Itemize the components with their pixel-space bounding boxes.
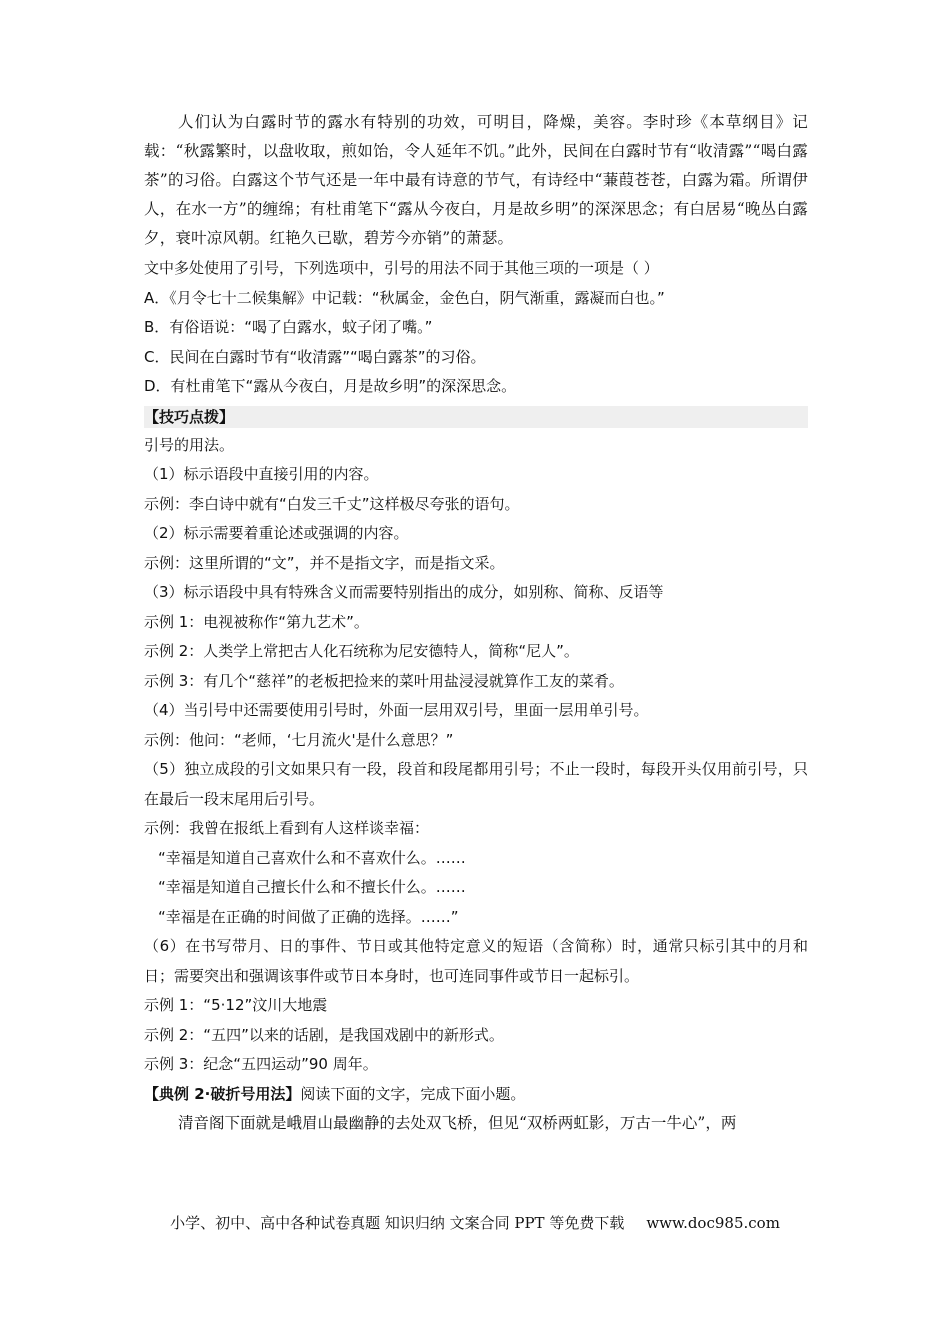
document-body <box>144 108 808 1138</box>
tips-line: （4）当引号中还需要使用引号时，外面一层用双引号，里面一层用单引号。 <box>144 701 649 719</box>
rule-5: （5）独立成段的引文如果只有一段，段首和段尾都用引号；不止一段时，每段开头仅用前引号，只在最后一段末尾用后引号。 <box>144 760 808 808</box>
tips-heading: 【技巧点拨】 <box>144 406 808 428</box>
example-2-passage: 清音阁下面就是峨眉山最幽静的去处双飞桥，但见“双桥两虹影，万古一牛心”，两 <box>178 1114 737 1132</box>
rule-6: （6）在书写带月、日的事件、节日或其他特定意义的短语（含简称）时，通常只标引其中的月和日；需要突出和强调该事件或节日本身时，也可连同事件或节日一起标引。 <box>144 937 808 985</box>
footer-text: 小学、初中、高中各种试卷真题 知识归纳 文案合同 PPT 等免费下载 <box>170 1214 625 1232</box>
tips-line: 示例 3：有几个“慈祥”的老板把捡来的菜叶用盐浸浸就算作工友的菜肴。 <box>144 671 624 690</box>
tips-section <box>144 406 808 1080</box>
tips-line: 示例：这里所谓的“文”，并不是指文字，而是指文采。 <box>144 553 505 572</box>
tips-line: （3）标示语段中具有特殊含义而需要特别指出的成分，如别称、简称、反语等 <box>144 583 664 601</box>
example-2-instruction: 阅读下面的文字，完成下面小题。 <box>300 1084 526 1103</box>
rule-6-example: 示例 2：“五四”以来的话剧，是我国戏剧中的新形式。 <box>144 1025 504 1044</box>
rule-5-example: 示例：我曾在报纸上看到有人这样谈幸福： <box>144 819 430 837</box>
quote-line: “幸福是知道自己擅长什么和不擅长什么。…… <box>158 878 466 896</box>
rule-6-example: 示例 3：纪念“五四运动”90 周年。 <box>144 1055 378 1073</box>
reading-passage <box>144 108 808 253</box>
option-a: A．《月令七十二候集解》中记载：“秋属金，金色白，阴气渐重，露凝而白也。” <box>144 288 665 307</box>
question-block <box>144 254 808 402</box>
tips-line: 示例：李白诗中就有“白发三千丈”这样极尽夸张的语句。 <box>144 494 520 513</box>
tips-line: 示例 2：人类学上常把古人化石统称为尼安德特人，简称“尼人”。 <box>144 642 579 660</box>
tips-line: 引号的用法。 <box>144 435 235 454</box>
option-b: B．有俗语说：“喝了白露水，蚊子闭了嘴。” <box>144 318 433 336</box>
page-footer <box>0 1212 950 1233</box>
question-stem: 文中多处使用了引号，下列选项中，引号的用法不同于其他三项的一项是（ ） <box>144 259 659 277</box>
quote-line: “幸福是在正确的时间做了正确的选择。……” <box>158 907 459 926</box>
passage-paragraph: 人们认为白露时节的露水有特别的功效，可明目，降燥，美容。李时珍《本草纲目》记载：“秋露繁时，以盘收取，煎如饴，令人延年不饥。”此外，民间在白露时节有“收清露”“喝白露茶”的习俗。白露这个节气还是一年中最有诗意的节气，有诗经中“蒹葭苍苍，白露为霜。所谓伊人，在水一方”的缠绵；有杜甫笔下“露从今夜白，月是故乡明”的深深思念；有白居易“晚丛白露夕，衰叶凉风朝。红艳久已歇，碧芳今亦销”的萧瑟。 <box>144 113 808 247</box>
tips-line: （1）标示语段中直接引用的内容。 <box>144 465 379 483</box>
option-d: D．有杜甫笔下“露从今夜白，月是故乡明”的深深思念。 <box>144 377 517 395</box>
footer-site: www.doc985.com <box>646 1214 780 1232</box>
tips-line: 示例：他问：“老师，‘七月流火'是什么意思？” <box>144 730 454 749</box>
tips-line: （2）标示需要着重论述或强调的内容。 <box>144 524 409 542</box>
example-2-label: 【典例 2·破折号用法】 <box>144 1084 301 1103</box>
rule-6-example: 示例 1：“5·12”汶川大地震 <box>144 996 328 1014</box>
quote-line: “幸福是知道自己喜欢什么和不喜欢什么。…… <box>158 848 466 867</box>
option-c: C．民间在白露时节有“收清露”“喝白露茶”的习俗。 <box>144 347 486 366</box>
example-2-header <box>144 1080 808 1110</box>
tips-line: 示例 1：电视被称作“第九艺术”。 <box>144 612 369 631</box>
